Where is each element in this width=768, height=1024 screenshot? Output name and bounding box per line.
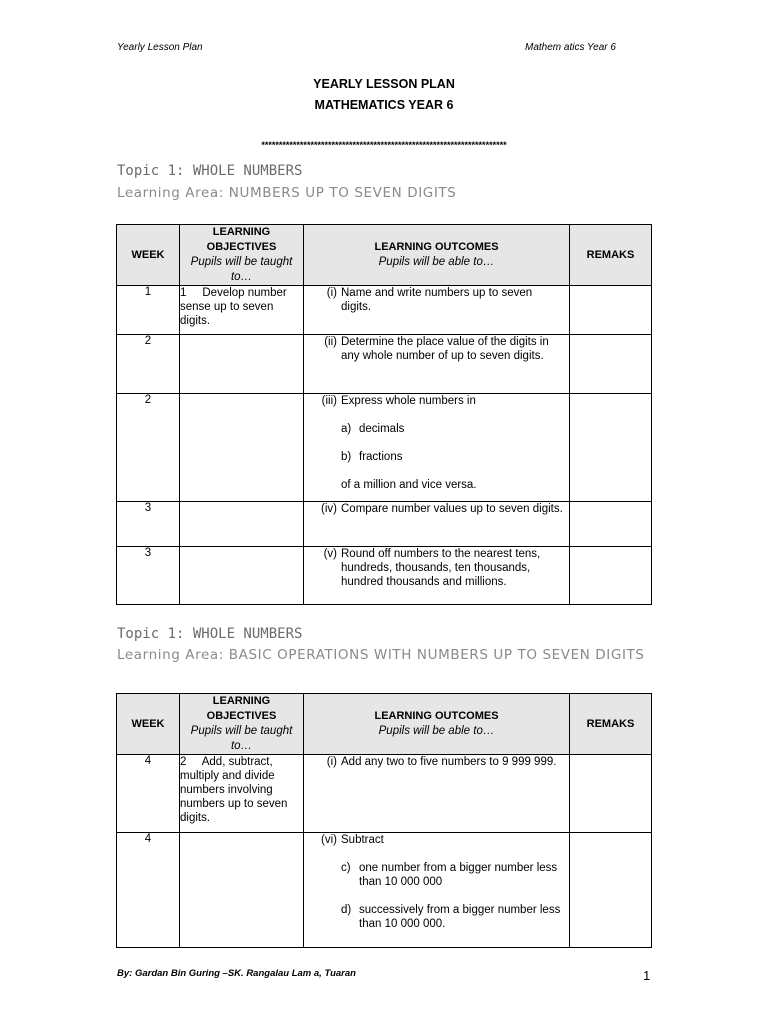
week-header: WEEK — [117, 225, 180, 286]
outcome-tail: of a million and vice versa. — [341, 479, 477, 491]
objective-text: 1 Develop number sense up to seven digits. — [180, 287, 290, 327]
remarks-cell — [570, 394, 652, 502]
outcome-number: (i) — [326, 756, 337, 768]
week-cell: 2 — [117, 394, 180, 502]
objective-cell — [180, 394, 304, 502]
table-row — [117, 547, 652, 605]
outcome-cell — [304, 394, 570, 502]
table-row — [117, 335, 652, 394]
footer-author: By: Gardan Bin Guring –SK. Rangalau Lam a, Tuaran — [117, 968, 356, 979]
remarks-cell — [570, 755, 652, 833]
table-row — [117, 286, 652, 335]
remarks-cell — [570, 286, 652, 335]
outcome-number: (vi) — [321, 834, 337, 846]
outcome-text: Compare number values up to seven digits. — [341, 503, 563, 515]
lesson-table-2 — [116, 693, 652, 948]
outcome-text: Express whole numbers in — [341, 395, 476, 407]
week-cell: 4 — [117, 755, 180, 833]
outcome-cell — [304, 502, 570, 547]
section1-topic: Topic 1: WHOLE NUMBERS — [117, 163, 303, 179]
week-cell: 4 — [117, 833, 180, 948]
table-row — [117, 502, 652, 547]
table-row — [117, 755, 652, 833]
outcomes-header: LEARNING OUTCOMES Pupils will be able to… — [304, 694, 570, 755]
remarks-header: REMAKS — [570, 225, 652, 286]
week-cell: 3 — [117, 547, 180, 605]
section2-topic: Topic 1: WHOLE NUMBERS — [117, 626, 303, 642]
outcomes-header: LEARNING OUTCOMES Pupils will be able to… — [304, 225, 570, 286]
remarks-cell — [570, 502, 652, 547]
outcome-number: (iii) — [321, 395, 337, 407]
outcome-text: Determine the place value of the digits in any whole number of up to seven digits. — [341, 336, 549, 362]
objective-cell — [180, 547, 304, 605]
outcome-cell — [304, 755, 570, 833]
outcome-subitem: d) successively from a bigger number less than 10 000 000. — [341, 904, 561, 930]
outcome-text: Subtract — [341, 834, 384, 846]
outcome-text: Name and write numbers up to seven digits. — [341, 287, 533, 313]
doc-subtitle: MATHEMATICS YEAR 6 — [314, 98, 454, 112]
objective-text: 2 Add, subtract, multiply and divide numbers involving numbers up to seven digits. — [180, 756, 291, 824]
objective-cell — [180, 335, 304, 394]
remarks-header: REMAKS — [570, 694, 652, 755]
outcome-cell — [304, 335, 570, 394]
outcome-cell — [304, 547, 570, 605]
outcome-text: Add any two to five numbers to 9 999 999. — [341, 756, 557, 768]
section2-area: Learning Area: BASIC OPERATIONS WITH NUMBERS UP TO SEVEN DIGITS — [117, 647, 645, 663]
objective-cell — [180, 755, 304, 833]
section1-area: Learning Area: NUMBERS UP TO SEVEN DIGITS — [117, 185, 457, 201]
separator: ********************************************************************** — [261, 140, 507, 150]
header-right: Mathem atics Year 6 — [525, 42, 616, 53]
week-header: WEEK — [117, 694, 180, 755]
remarks-cell — [570, 547, 652, 605]
table-row — [117, 394, 652, 502]
objective-cell — [180, 502, 304, 547]
remarks-cell — [570, 833, 652, 948]
week-cell: 3 — [117, 502, 180, 547]
week-cell: 2 — [117, 335, 180, 394]
remarks-cell — [570, 335, 652, 394]
objective-cell — [180, 833, 304, 948]
header-left: Yearly Lesson Plan — [117, 42, 203, 53]
outcome-subitem: c) one number from a bigger number less than 10 000 000 — [341, 862, 558, 888]
outcome-text: Round off numbers to the nearest tens, hundreds, thousands, ten thousands, hundred thousands and millions. — [341, 548, 541, 588]
objective-cell — [180, 286, 304, 335]
outcome-cell — [304, 286, 570, 335]
doc-title: YEARLY LESSON PLAN — [313, 77, 455, 91]
outcome-subitem: a) decimals — [341, 423, 405, 435]
objectives-header: LEARNING OBJECTIVES Pupils will be taught to… — [180, 225, 304, 286]
outcome-number: (iv) — [321, 503, 337, 515]
outcome-number: (v) — [323, 548, 337, 560]
lesson-table-1 — [116, 224, 652, 605]
outcome-subitem: b) fractions — [341, 451, 403, 463]
week-cell: 1 — [117, 286, 180, 335]
outcome-number: (ii) — [324, 336, 337, 348]
page-number: 1 — [643, 968, 651, 983]
outcome-cell — [304, 833, 570, 948]
objectives-header: LEARNING OBJECTIVES Pupils will be taught to… — [180, 694, 304, 755]
table-row — [117, 833, 652, 948]
outcome-number: (i) — [326, 287, 337, 299]
